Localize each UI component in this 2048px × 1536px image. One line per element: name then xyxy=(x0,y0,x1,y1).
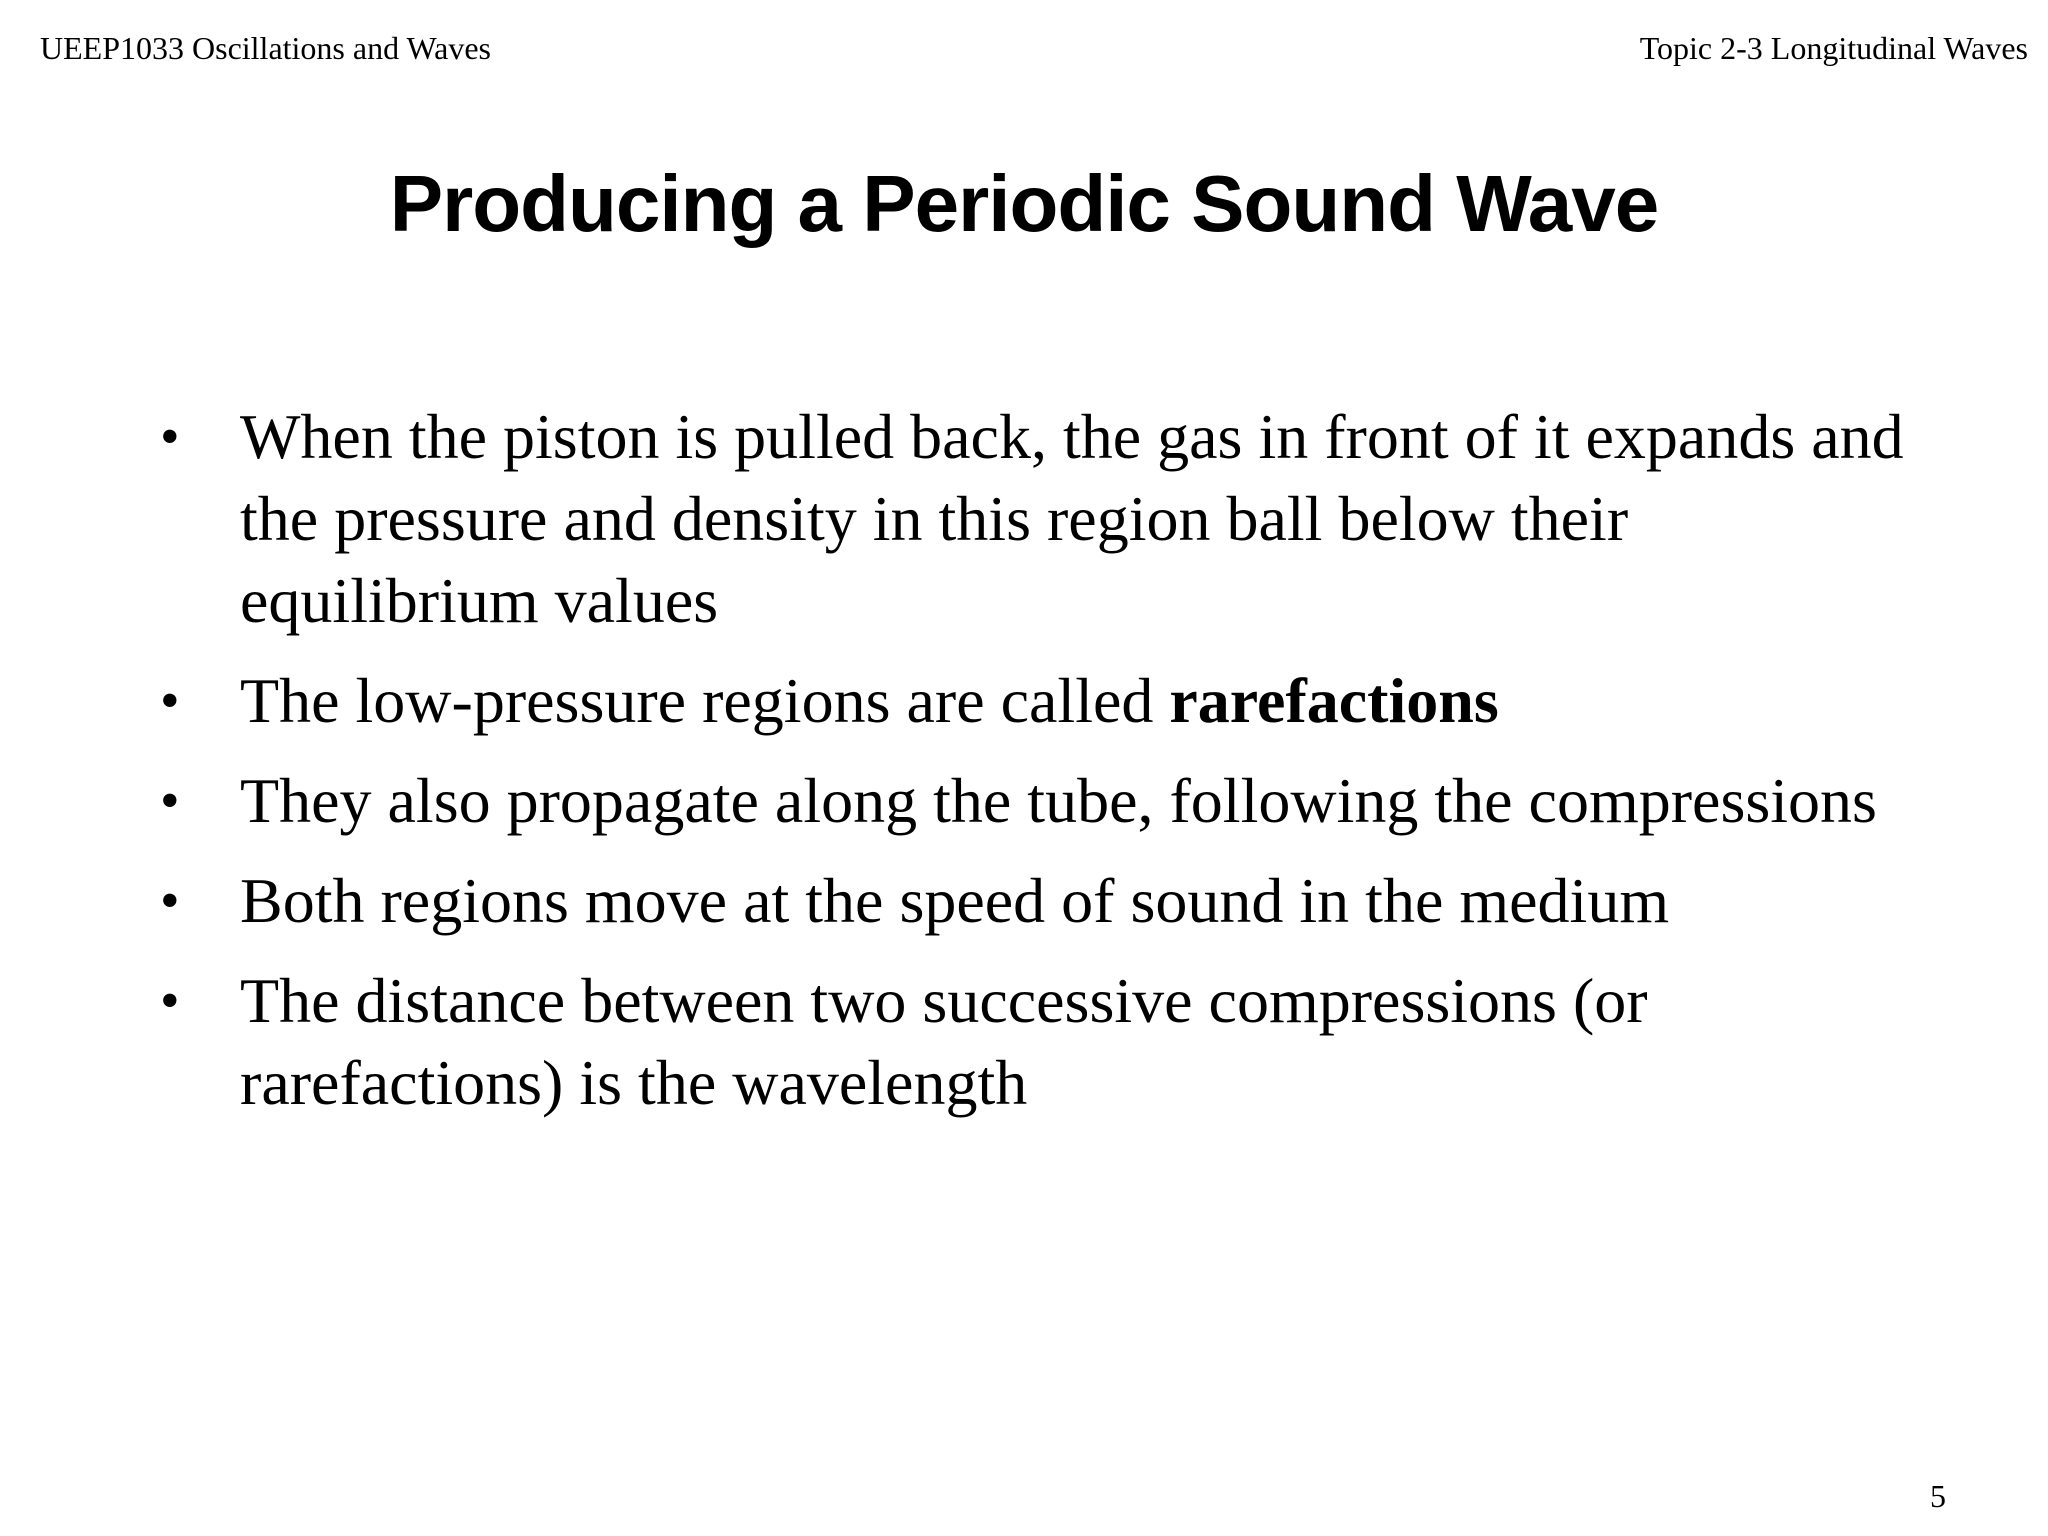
bullet-item xyxy=(160,396,1940,642)
bullet-text: The low-pressure regions are called xyxy=(240,665,1170,736)
bullet-icon: • xyxy=(160,870,180,932)
slide-title: Producing a Periodic Sound Wave xyxy=(389,159,1659,248)
bullet-item xyxy=(160,760,1940,842)
bullet-item xyxy=(160,960,1940,1124)
bullet-item xyxy=(160,660,1940,742)
bullet-icon: • xyxy=(160,770,180,832)
page-number: 5 xyxy=(1930,1478,1946,1514)
course-header: UEEP1033 Oscillations and Waves xyxy=(40,30,491,66)
bullet-bold-term: rarefactions xyxy=(1169,665,1499,736)
bullet-text: They also propagate along the tube, following the compressions xyxy=(240,765,1877,836)
bullet-list xyxy=(160,396,1940,1142)
bullet-text: Both regions move at the speed of sound in the medium xyxy=(240,865,1670,936)
bullet-icon: • xyxy=(160,970,180,1032)
bullet-item xyxy=(160,860,1940,942)
bullet-text: The distance between two successive compressions (or rarefactions) is the wavelength xyxy=(240,965,1648,1118)
bullet-icon: • xyxy=(160,670,180,732)
topic-header: Topic 2-3 Longitudinal Waves xyxy=(1639,30,2028,66)
bullet-icon: • xyxy=(160,406,180,468)
bullet-text: When the piston is pulled back, the gas in front of it expands and the pressure and density in this region ball below their equilibrium values xyxy=(240,401,1904,636)
